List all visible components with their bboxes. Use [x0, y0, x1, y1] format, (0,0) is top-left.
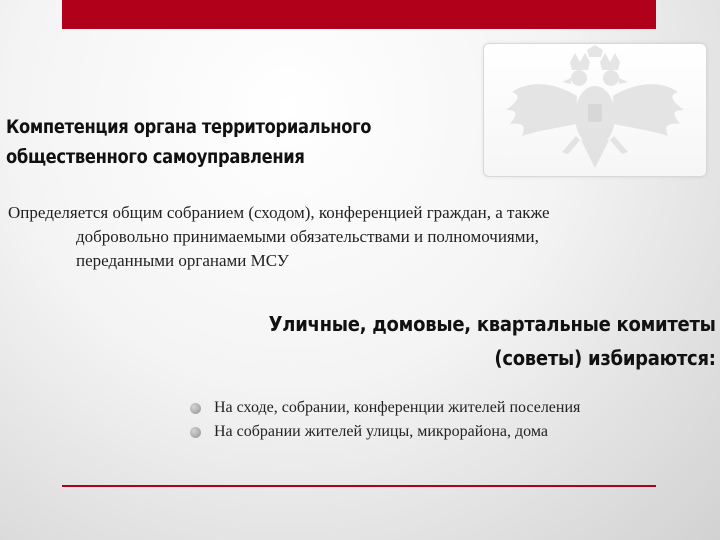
double-headed-eagle-emblem-icon	[484, 44, 706, 176]
bullet-dot-icon	[190, 403, 201, 414]
bullet-dot-icon	[190, 427, 201, 438]
list-item	[190, 396, 580, 420]
bullet-text-2: На собрании жителей улицы, микрорайона, дома	[214, 423, 548, 440]
top-accent-bar	[62, 0, 656, 29]
competence-paragraph	[8, 201, 708, 273]
bottom-divider-line	[62, 485, 656, 487]
election-bullet-list	[190, 396, 580, 444]
paragraph-line-3: переданными органами МСУ	[76, 251, 289, 270]
heading-line-2: общественного самоуправления	[6, 146, 305, 168]
heading-line-1: Компетенция органа территориального	[6, 116, 372, 138]
committees-subheading	[269, 307, 716, 375]
subheading-line-2: (советы) избираются:	[494, 346, 716, 370]
subheading-line-1: Уличные, домовые, квартальные комитеты	[268, 312, 716, 336]
list-item	[190, 420, 580, 444]
emblem-image	[483, 43, 707, 177]
paragraph-line-2: добровольно принимаемыми обязательствами и полномочиями,	[76, 227, 539, 246]
slide-heading	[6, 112, 371, 172]
paragraph-line-1: Определяется общим собранием (сходом), конференцией граждан, а также	[8, 203, 550, 222]
bullet-text-1: На сходе, собрании, конференции жителей поселения	[214, 399, 581, 416]
